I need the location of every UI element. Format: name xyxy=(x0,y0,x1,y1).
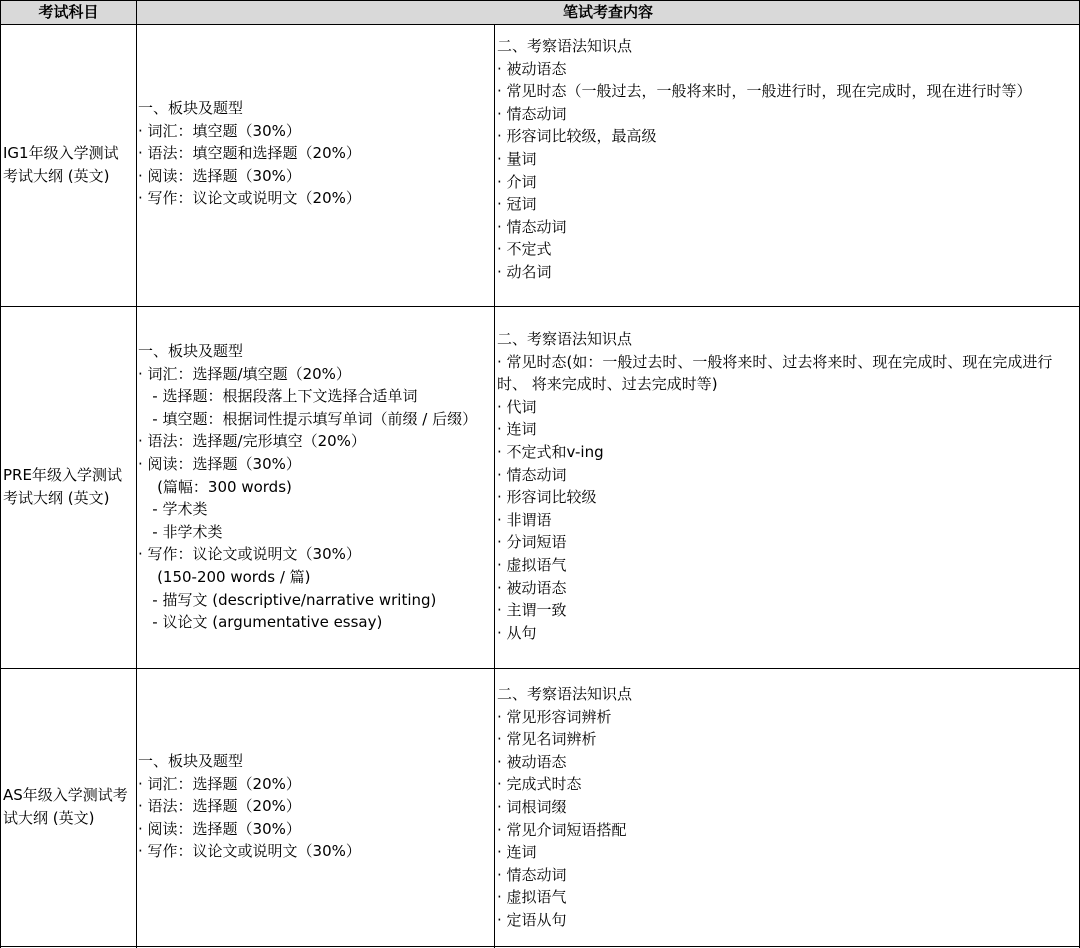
cell-line: · 被动语态 xyxy=(497,578,567,597)
cell-line: · 常见形容词辨析 xyxy=(497,707,612,726)
cell-line: · 词汇：选择题（20%） xyxy=(138,774,301,793)
cell-line: · 主谓一致 xyxy=(497,601,567,620)
cell-line: · 写作：议论文或说明文（20%） xyxy=(138,189,361,208)
cell-line: - 学术类 xyxy=(138,500,208,519)
cell-line: · 词汇：填空题（30%） xyxy=(138,121,301,140)
grid-line xyxy=(136,0,137,948)
grid-line xyxy=(494,24,495,948)
cell-line: 试大纲 (英文) xyxy=(3,808,95,827)
cell-line: · 阅读：选择题（30%） xyxy=(138,819,301,838)
cell-line: · 定语从句 xyxy=(497,910,567,929)
row-subject xyxy=(3,464,135,509)
cell-line: · 语法：选择题（20%） xyxy=(138,797,301,816)
cell-line: 考试大纲 (英文) xyxy=(3,488,110,507)
cell-line: PRE年级入学测试 xyxy=(3,466,122,484)
cell-line: (150-200 words / 篇) xyxy=(138,567,311,586)
cell-line: 二、考察语法知识点 xyxy=(497,330,633,348)
cell-line: AS年级入学测试考 xyxy=(3,786,128,804)
cell-line: · 语法：填空题和选择题（20%） xyxy=(138,144,361,163)
header-content: 笔试考查内容 xyxy=(137,0,1079,24)
cell-line: 一、板块及题型 xyxy=(138,752,244,770)
cell-line: - 非学术类 xyxy=(138,522,223,541)
cell-line: · 阅读：选择题（30%） xyxy=(138,454,301,473)
cell-line: · 从句 xyxy=(497,623,537,642)
row-topics xyxy=(497,35,1032,284)
grid-line xyxy=(0,306,1080,307)
cell-line: · 虚拟语气 xyxy=(497,888,567,907)
cell-line: · 连词 xyxy=(497,843,537,862)
cell-line: · 动名词 xyxy=(497,262,552,281)
cell-line: 二、考察语法知识点 xyxy=(497,685,633,703)
cell-line: - 填空题：根据词性提示填写单词（前缀 / 后缀） xyxy=(138,409,478,428)
cell-line: · 常见名词辨析 xyxy=(497,730,597,749)
row-subject xyxy=(3,142,135,187)
cell-line: · 完成式时态 xyxy=(497,775,582,794)
cell-line: · 代词 xyxy=(497,397,537,416)
cell-line: · 词根词缀 xyxy=(497,797,567,816)
cell-line: - 描写文 (descriptive/narrative writing) xyxy=(138,590,437,609)
grid-line xyxy=(0,0,1,948)
cell-line: · 不定式 xyxy=(497,240,552,259)
cell-line: IG1年级入学测试 xyxy=(3,144,119,162)
row-topics xyxy=(497,328,1052,644)
row-topics xyxy=(497,683,632,932)
cell-line: · 情态动词 xyxy=(497,217,567,236)
cell-line: 考试大纲 (英文) xyxy=(3,166,110,185)
cell-line: · 量词 xyxy=(497,149,537,168)
cell-line: 一、板块及题型 xyxy=(138,342,244,360)
cell-line: 二、考察语法知识点 xyxy=(497,37,633,55)
cell-line: (篇幅：300 words) xyxy=(138,477,292,496)
cell-line: - 选择题：根据段落上下文选择合适单词 xyxy=(138,387,418,406)
cell-line: · 情态动词 xyxy=(497,865,567,884)
row-formats xyxy=(138,750,361,863)
cell-line: · 被动语态 xyxy=(497,59,567,78)
cell-line: · 分词短语 xyxy=(497,533,567,552)
row-formats xyxy=(138,340,477,634)
cell-line: · 形容词比较级，最高级 xyxy=(497,127,657,146)
cell-line: · 虚拟语气 xyxy=(497,555,567,574)
cell-line: · 介词 xyxy=(497,172,537,191)
cell-line: · 常见介词短语搭配 xyxy=(497,820,627,839)
grid-line xyxy=(0,0,1080,1)
cell-line: · 情态动词 xyxy=(497,104,567,123)
cell-line: · 非谓语 xyxy=(497,510,552,529)
cell-line: · 常见时态(如：一般过去时、一般将来时、过去将来时、现在完成时、现在完成进行 xyxy=(497,352,1053,371)
grid-line xyxy=(0,668,1080,669)
cell-line: · 形容词比较级 xyxy=(497,488,597,507)
cell-line: · 阅读：选择题（30%） xyxy=(138,166,301,185)
cell-line: - 议论文 (argumentative essay) xyxy=(138,613,383,632)
row-formats xyxy=(138,97,361,210)
grid-line xyxy=(0,24,1080,25)
cell-line: · 不定式和v-ing xyxy=(497,442,604,461)
row-subject xyxy=(3,784,135,829)
cell-line: · 语法：选择题/完形填空（20%） xyxy=(138,432,366,451)
grid-line xyxy=(0,946,1080,947)
cell-line: · 冠词 xyxy=(497,195,537,214)
cell-line: · 写作：议论文或说明文（30%） xyxy=(138,545,361,564)
cell-line: 一、板块及题型 xyxy=(138,99,244,117)
cell-line: 时、 将来完成时、过去完成时等) xyxy=(497,375,718,394)
header-subject: 考试科目 xyxy=(1,0,136,24)
cell-line: · 被动语态 xyxy=(497,752,567,771)
cell-line: · 常见时态（一般过去，一般将来时，一般进行时，现在完成时，现在进行时等） xyxy=(497,82,1032,101)
cell-line: · 写作：议论文或说明文（30%） xyxy=(138,842,361,861)
cell-line: · 情态动词 xyxy=(497,465,567,484)
cell-line: · 连词 xyxy=(497,420,537,439)
cell-line: · 词汇：选择题/填空题（20%） xyxy=(138,364,351,383)
